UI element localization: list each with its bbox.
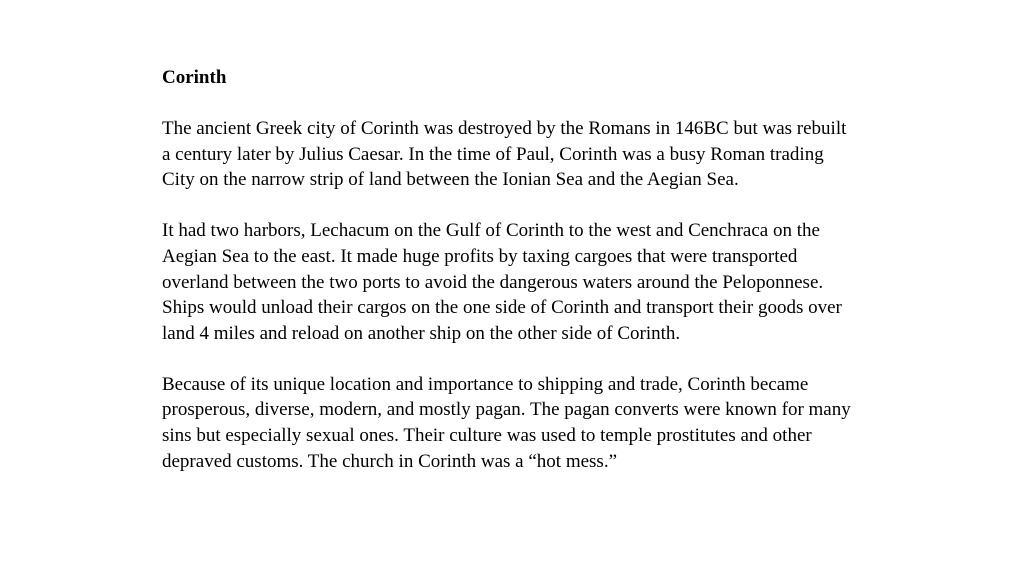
text-line: a century later by Julius Caesar. In the time of Paul, Corinth was a busy Roman trading <box>162 143 824 165</box>
text-line: The ancient Greek city of Corinth was destroyed by the Romans in 146BC but was rebuilt <box>162 118 847 139</box>
text-line: Because of its unique location and importance to shipping and trade, Corinth became <box>162 373 809 395</box>
text-line: prosperous, diverse, modern, and mostly pagan. The pagan converts were known for many <box>162 399 851 421</box>
slide-title: Corinth <box>162 67 227 88</box>
slide-content <box>162 64 952 499</box>
text-line: Aegian Sea to the east. It made huge profits by taxing cargoes that were transported <box>162 245 798 267</box>
text-line: overland between the two ports to avoid the dangerous waters around the Peloponnese. <box>162 271 824 293</box>
paragraph-culture <box>162 372 952 475</box>
text-line: sins but especially sexual ones. Their culture was used to temple prostitutes and other <box>162 425 812 447</box>
text-line: depraved customs. The church in Corinth was a “hot mess.” <box>162 450 618 472</box>
text-line: It had two harbors, Lechacum on the Gulf of Corinth to the west and Cenchraca on the <box>162 220 820 242</box>
text-line: Ships would unload their cargos on the one side of Corinth and transport their goods over <box>162 297 842 319</box>
text-line: land 4 miles and reload on another ship on the other side of Corinth. <box>162 322 681 344</box>
paragraph-history <box>162 116 952 193</box>
paragraph-harbors <box>162 218 952 347</box>
text-line: City on the narrow strip of land between the Ionian Sea and the Aegian Sea. <box>162 169 739 191</box>
